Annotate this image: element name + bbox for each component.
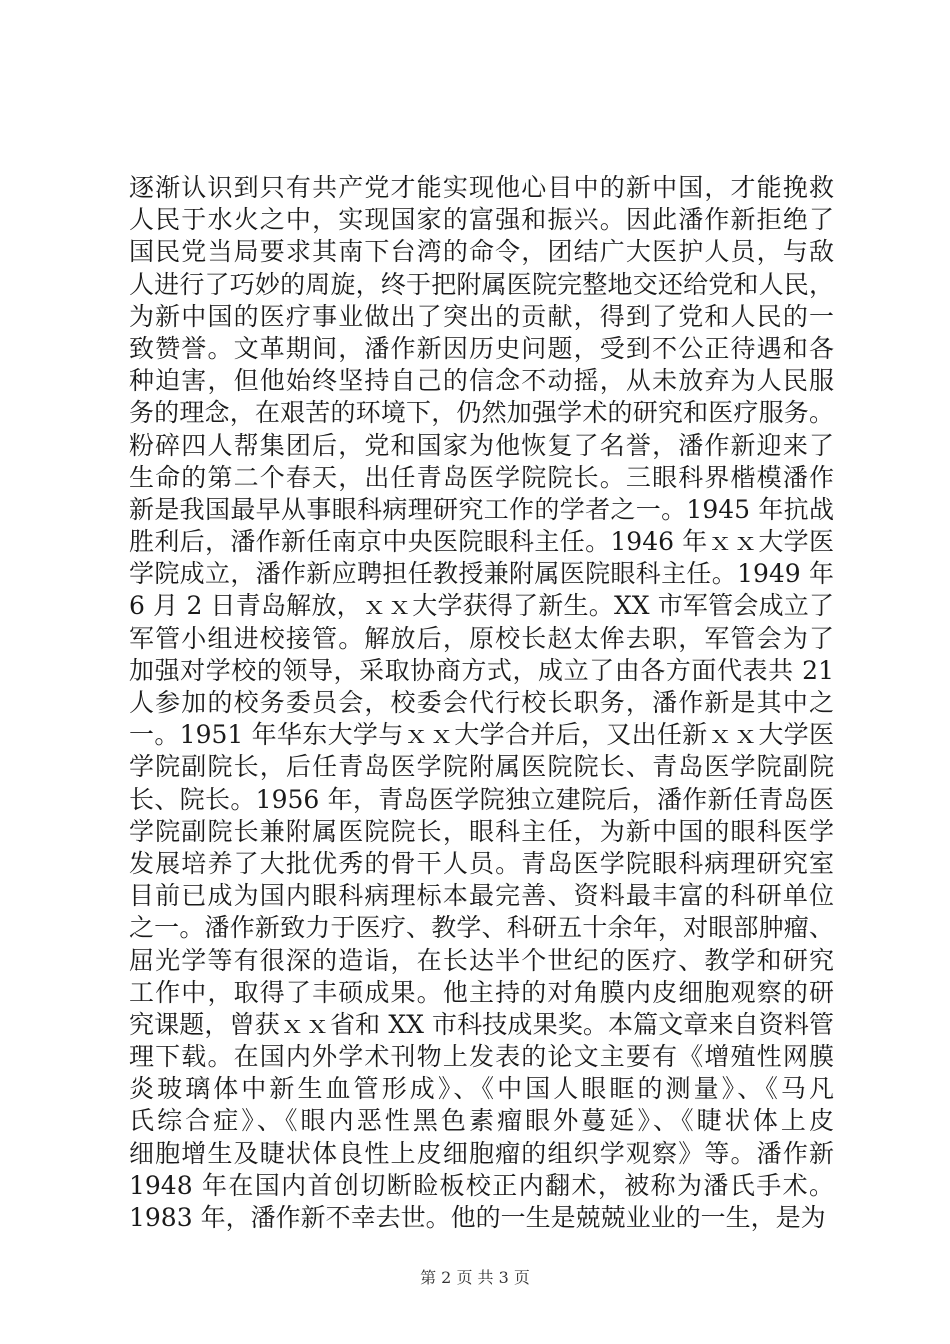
text-line: 为新中国的医疗事业做出了突出的贡献，得到了党和人民的一 [129,301,834,331]
text-line: 粉碎四人帮集团后，党和国家为他恢复了名誉，潘作新迎来了 [129,430,834,460]
text-line: 1983 年，潘作新不幸去世。他的一生是兢兢业业的一生，是为 [129,1203,826,1232]
text-line: 人参加的校务委员会，校委会代行校长职务，潘作新是其中之 [129,688,834,717]
text-line: 理下载。在国内外学术刊物上发表的论文主要有《增殖性网膜 [129,1042,834,1072]
text-line: 炎玻璃体中新生血管形成》、《中国人眼眶的测量》、《马凡 [129,1074,834,1104]
text-line: 胜利后，潘作新任南京中央医院眼科主任。1946 年ｘｘ大学医 [129,527,834,557]
text-line: 学院成立，潘作新应聘担任教授兼附属医院眼科主任。1949 年 [129,559,834,589]
text-line: 人进行了巧妙的周旋，终于把附属医院完整地交还给党和人民， [129,269,834,299]
text-line: 务的理念，在艰苦的环境下，仍然加强学术的研究和医疗服务。 [129,398,834,428]
text-line: 新是我国最早从事眼科病理研究工作的学者之一。1945 年抗战 [129,494,834,524]
text-line: 致赞誉。文革期间，潘作新因历史问题，受到不公正待遇和各 [129,333,834,363]
text-line: 长、院长。1956 年，青岛医学院独立建院后，潘作新任青岛医 [129,784,834,814]
text-line: 加强对学校的领导，采取协商方式，成立了由各方面代表共 21 [129,655,834,685]
text-line: 生命的第二个春天，出任青岛医学院院长。三眼科界楷模潘作 [129,462,834,492]
text-line: 细胞增生及睫状体良性上皮细胞瘤的组织学观察》等。潘作新 [129,1138,834,1168]
body-text [129,172,834,1234]
text-line: 逐渐认识到只有共产党才能实现他心目中的新中国，才能挽救 [129,173,834,202]
text-line: 6 月 2 日青岛解放，ｘｘ大学获得了新生。XX 市军管会成立了 [129,591,834,621]
text-line: 学院副院长，后任青岛医学院附属医院院长、青岛医学院副院 [129,752,834,782]
text-line: 军管小组进校接管。解放后，原校长赵太侔去职，军管会为了 [129,623,834,653]
text-line: 目前已成为国内眼科病理标本最完善、资料最丰富的科研单位 [129,881,834,911]
text-line: 国民党当局要求其南下台湾的命令，团结广大医护人员，与敌 [129,237,834,267]
text-line: 学院副院长兼附属医院院长，眼科主任，为新中国的眼科医学 [129,816,834,846]
text-line: 1948 年在国内首创切断睑板校正内翻术，被称为潘氏手术。 [129,1170,834,1200]
text-line: 人民于水火之中，实现国家的富强和振兴。因此潘作新拒绝了 [129,205,834,235]
text-line: 一。1951 年华东大学与ｘｘ大学合并后，又出任新ｘｘ大学医 [129,720,834,750]
text-line: 究课题，曾获ｘｘ省和 XX 市科技成果奖。本篇文章来自资料管 [129,1009,834,1039]
text-line: 工作中，取得了丰硕成果。他主持的对角膜内皮细胞观察的研 [129,977,834,1007]
page-footer: 第 2 页 共 3 页 [420,1268,530,1287]
text-line: 发展培养了大批优秀的骨干人员。青岛医学院眼科病理研究室 [129,848,834,878]
text-line: 屈光学等有很深的造诣，在长达半个世纪的医疗、教学和研究 [129,945,834,975]
text-line: 氏综合症》、《眼内恶性黑色素瘤眼外蔓延》、《睫状体上皮 [129,1106,834,1136]
text-line: 种迫害，但他始终坚持自己的信念不动摇，从未放弃为人民服 [129,366,834,396]
text-line: 之一。潘作新致力于医疗、教学、科研五十余年，对眼部肿瘤、 [129,913,834,943]
